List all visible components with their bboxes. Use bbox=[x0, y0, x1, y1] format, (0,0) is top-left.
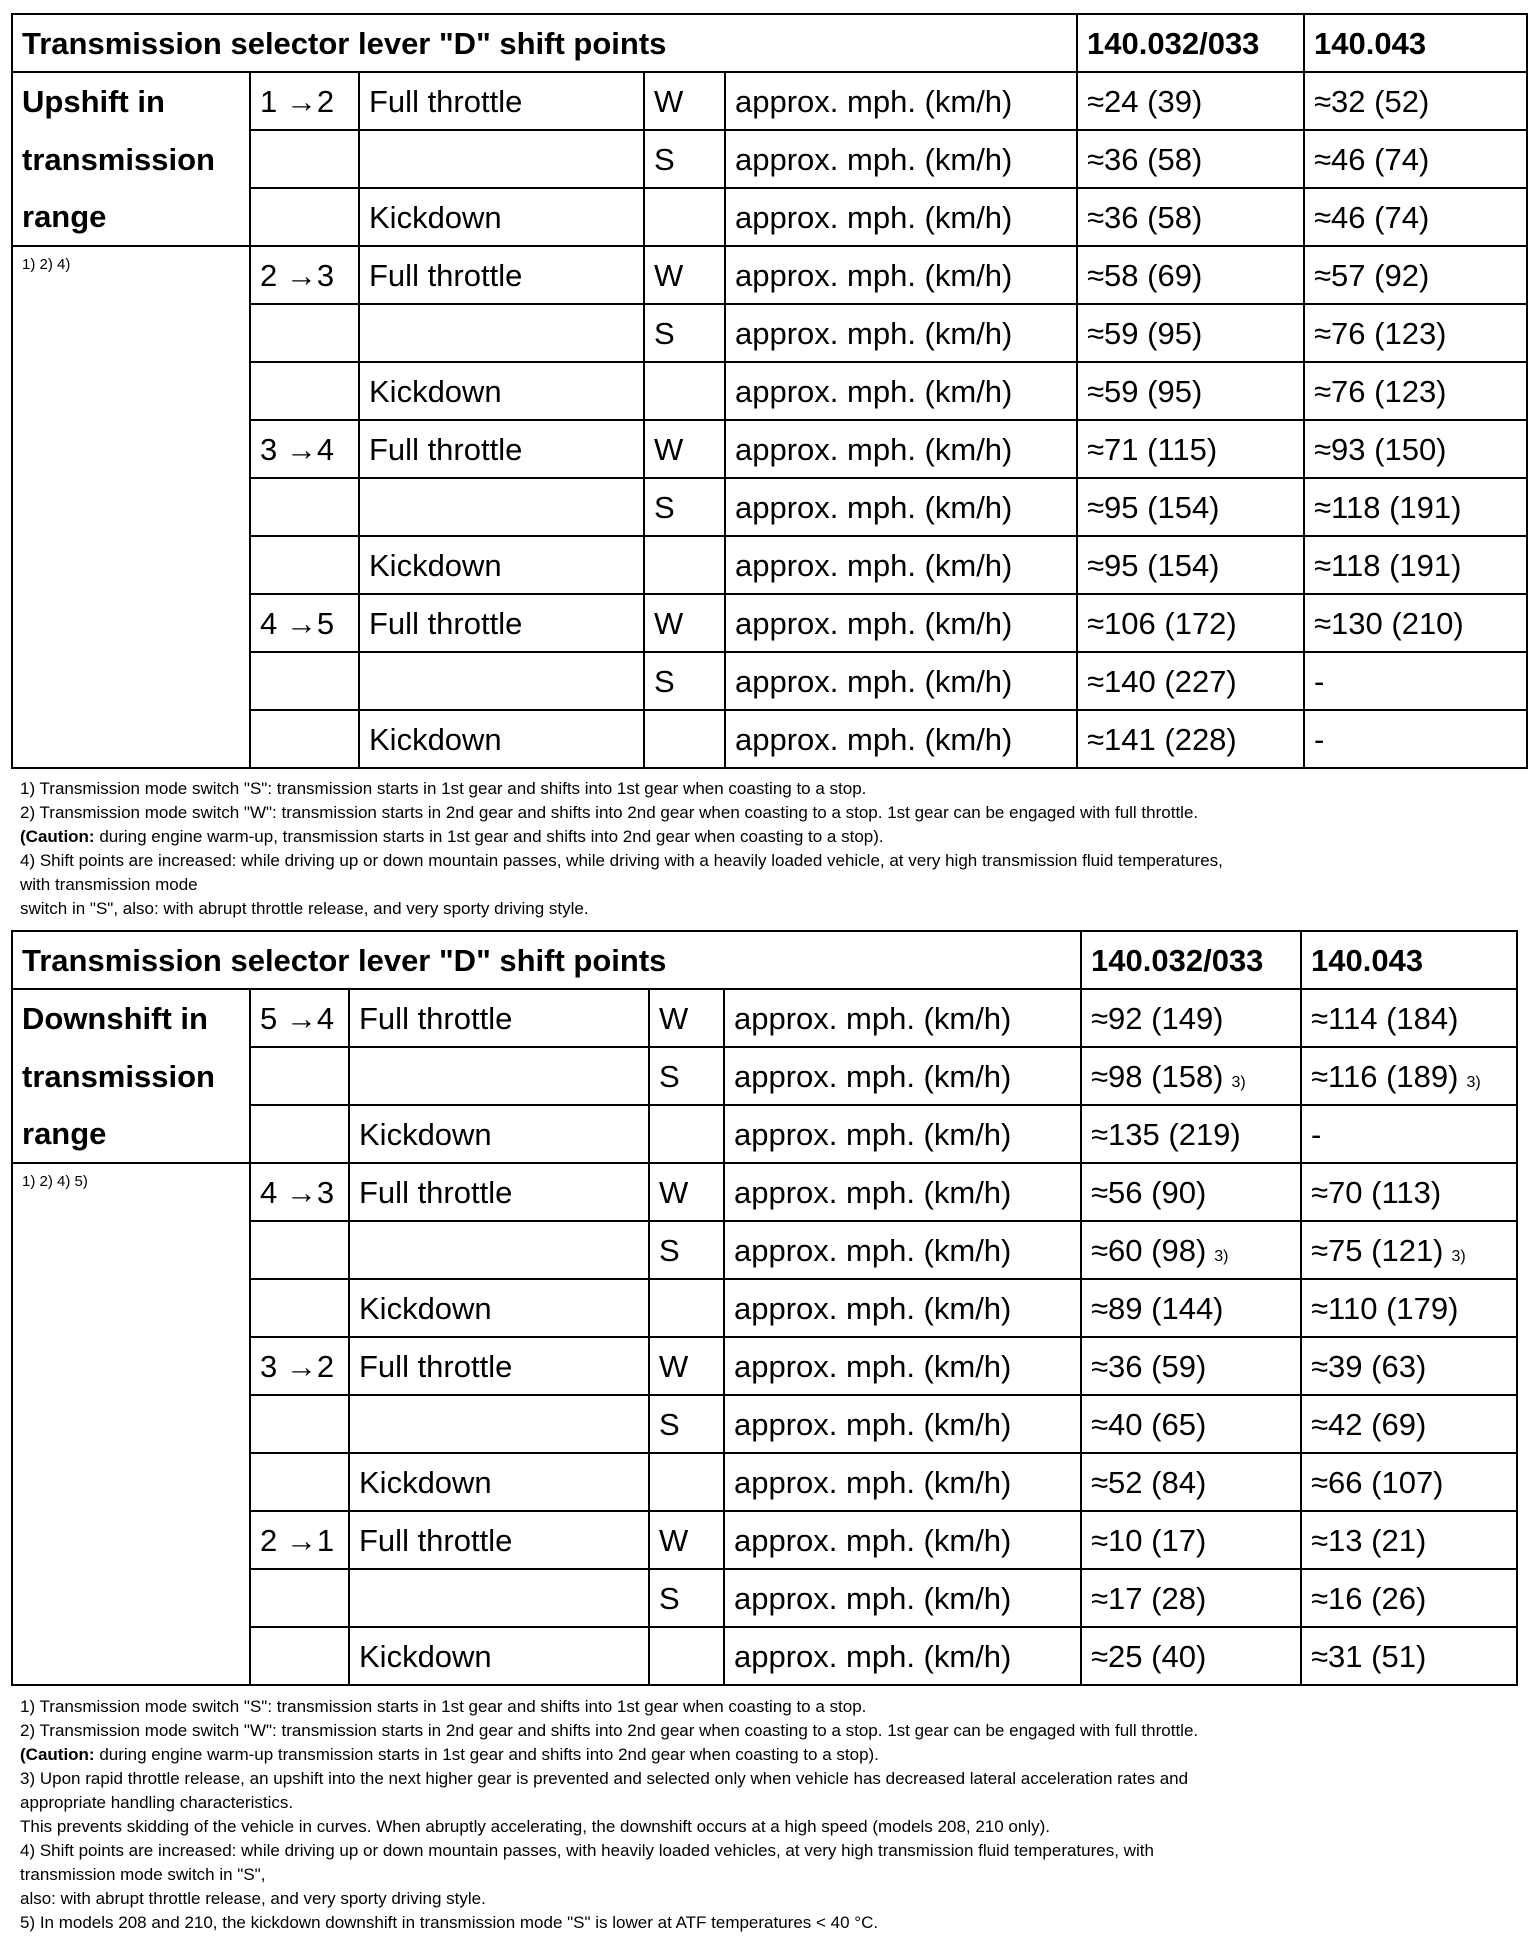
mode-cell: S bbox=[644, 652, 725, 710]
value-cell: ≈140 (227) bbox=[1077, 652, 1304, 710]
value-cell: ≈135 (219) bbox=[1081, 1105, 1301, 1163]
footnote-ref-3: 3) bbox=[1214, 1247, 1229, 1265]
upshift-table bbox=[11, 13, 1528, 769]
downshift-table bbox=[11, 930, 1518, 1686]
table-row bbox=[12, 989, 1517, 1047]
unit-cell: approx. mph. (km/h) bbox=[725, 72, 1077, 130]
condition-cell: Kickdown bbox=[359, 710, 644, 768]
shift-cell bbox=[250, 130, 359, 188]
shift-cell bbox=[250, 1279, 349, 1337]
column-header-140-043: 140.043 bbox=[1304, 14, 1527, 72]
condition-cell bbox=[359, 304, 644, 362]
value-cell: ≈76 (123) bbox=[1304, 304, 1527, 362]
mode-cell: S bbox=[649, 1395, 724, 1453]
table-row bbox=[12, 188, 1527, 246]
shift-cell bbox=[250, 710, 359, 768]
unit-cell: approx. mph. (km/h) bbox=[725, 362, 1077, 420]
unit-cell: approx. mph. (km/h) bbox=[725, 652, 1077, 710]
value-cell: ≈13 (21) bbox=[1301, 1511, 1517, 1569]
condition-cell: Kickdown bbox=[359, 362, 644, 420]
condition-cell: Kickdown bbox=[359, 536, 644, 594]
mode-cell: W bbox=[649, 1163, 724, 1221]
footnote: 1) Transmission mode switch "S": transmission starts in 1st gear and shifts into 1st gear when coasting to a stop. bbox=[20, 779, 867, 798]
unit-cell: approx. mph. (km/h) bbox=[724, 1047, 1081, 1105]
value-cell: ≈52 (84) bbox=[1081, 1453, 1301, 1511]
condition-cell: Full throttle bbox=[359, 420, 644, 478]
condition-cell: Full throttle bbox=[349, 989, 649, 1047]
footnote-ref-3: 3) bbox=[1231, 1073, 1246, 1091]
shift-cell: 3 →2 bbox=[250, 1337, 349, 1395]
unit-cell: approx. mph. (km/h) bbox=[725, 188, 1077, 246]
value-cell: ≈118 (191) bbox=[1304, 478, 1527, 536]
condition-cell: Full throttle bbox=[359, 72, 644, 130]
table-row bbox=[12, 1163, 1517, 1221]
value-cell: ≈114 (184) bbox=[1301, 989, 1517, 1047]
footnote: 1) Transmission mode switch "S": transmission starts in 1st gear and shifts into 1st gear when coasting to a stop. bbox=[20, 1697, 867, 1716]
range-label: transmission bbox=[12, 130, 250, 188]
footnote: This prevents skidding of the vehicle in curves. When abruptly accelerating, the downshift occurs at a high speed (models 208, 210 only). bbox=[20, 1817, 1051, 1836]
value-cell: ≈110 (179) bbox=[1301, 1279, 1517, 1337]
footnote-refs: 1) 2) 4) 5) bbox=[12, 1163, 250, 1685]
value-cell: ≈40 (65) bbox=[1081, 1395, 1301, 1453]
value-cell: - bbox=[1301, 1105, 1517, 1163]
condition-cell bbox=[359, 478, 644, 536]
shift-cell: 4 →5 bbox=[250, 594, 359, 652]
condition-cell: Full throttle bbox=[359, 246, 644, 304]
mode-cell: S bbox=[644, 478, 725, 536]
value-cell: ≈10 (17) bbox=[1081, 1511, 1301, 1569]
mode-cell bbox=[644, 536, 725, 594]
value-cell: ≈56 (90) bbox=[1081, 1163, 1301, 1221]
value-cell: ≈59 (95) bbox=[1077, 304, 1304, 362]
table-title: Transmission selector lever "D" shift points bbox=[12, 14, 1077, 72]
shift-cell bbox=[250, 478, 359, 536]
unit-cell: approx. mph. (km/h) bbox=[725, 304, 1077, 362]
shift-cell bbox=[250, 304, 359, 362]
mode-cell: W bbox=[649, 1337, 724, 1395]
mode-cell: W bbox=[644, 72, 725, 130]
shift-cell: 2 →3 bbox=[250, 246, 359, 304]
value-cell: ≈92 (149) bbox=[1081, 989, 1301, 1047]
value-cell: ≈31 (51) bbox=[1301, 1627, 1517, 1685]
value-cell: ≈46 (74) bbox=[1304, 130, 1527, 188]
shift-cell: 1 →2 bbox=[250, 72, 359, 130]
unit-cell: approx. mph. (km/h) bbox=[724, 1337, 1081, 1395]
unit-cell: approx. mph. (km/h) bbox=[725, 246, 1077, 304]
value-cell: ≈16 (26) bbox=[1301, 1569, 1517, 1627]
footnote: 3) Upon rapid throttle release, an upshift into the next higher gear is prevented and selected only when vehicle has decreased lateral acceleration rates and bbox=[20, 1769, 1189, 1788]
footnote-ref-3: 3) bbox=[1451, 1247, 1466, 1265]
unit-cell: approx. mph. (km/h) bbox=[724, 1279, 1081, 1337]
mode-cell bbox=[644, 188, 725, 246]
condition-cell: Full throttle bbox=[349, 1337, 649, 1395]
condition-cell: Kickdown bbox=[349, 1627, 649, 1685]
value-cell: ≈58 (69) bbox=[1077, 246, 1304, 304]
condition-cell: Full throttle bbox=[349, 1511, 649, 1569]
footnote: 2) Transmission mode switch "W": transmission starts in 2nd gear and shifts into 2nd gear when coasting to a stop. 1st gear can be engaged with full throttle. bbox=[20, 1721, 1199, 1740]
unit-cell: approx. mph. (km/h) bbox=[725, 478, 1077, 536]
unit-cell: approx. mph. (km/h) bbox=[724, 989, 1081, 1047]
shift-cell: 3 →4 bbox=[250, 420, 359, 478]
value-cell: ≈95 (154) bbox=[1077, 536, 1304, 594]
value-cell: - bbox=[1304, 652, 1527, 710]
shift-cell bbox=[250, 1395, 349, 1453]
mode-cell: W bbox=[644, 420, 725, 478]
caution-label: (Caution: bbox=[20, 827, 95, 846]
range-label: range bbox=[12, 188, 250, 246]
shift-cell bbox=[250, 652, 359, 710]
value-cell: ≈66 (107) bbox=[1301, 1453, 1517, 1511]
value-cell: ≈25 (40) bbox=[1081, 1627, 1301, 1685]
condition-cell bbox=[349, 1047, 649, 1105]
downshift-footnotes bbox=[20, 1695, 1520, 1935]
value-cell: - bbox=[1304, 710, 1527, 768]
footnote: appropriate handling characteristics. bbox=[20, 1793, 294, 1812]
mode-cell: S bbox=[649, 1221, 724, 1279]
footnote: also: with abrupt throttle release, and very sporty driving style. bbox=[20, 1889, 486, 1908]
value-cell: ≈36 (59) bbox=[1081, 1337, 1301, 1395]
footnote: 4) Shift points are increased: while driving up or down mountain passes, while driving with a heavily loaded vehicle, at very high transmission fluid temperatures, bbox=[20, 851, 1223, 870]
shift-cell bbox=[250, 1453, 349, 1511]
unit-cell: approx. mph. (km/h) bbox=[724, 1453, 1081, 1511]
shift-cell: 4 →3 bbox=[250, 1163, 349, 1221]
unit-cell: approx. mph. (km/h) bbox=[725, 130, 1077, 188]
mode-cell bbox=[644, 710, 725, 768]
unit-cell: approx. mph. (km/h) bbox=[724, 1105, 1081, 1163]
shift-cell bbox=[250, 1221, 349, 1279]
footnote-ref-3: 3) bbox=[1466, 1073, 1481, 1091]
value-cell: ≈59 (95) bbox=[1077, 362, 1304, 420]
value-cell: ≈36 (58) bbox=[1077, 188, 1304, 246]
value-cell: ≈95 (154) bbox=[1077, 478, 1304, 536]
mode-cell bbox=[649, 1453, 724, 1511]
condition-cell bbox=[359, 652, 644, 710]
table-row bbox=[12, 72, 1527, 130]
value-cell: ≈32 (52) bbox=[1304, 72, 1527, 130]
value-cell: ≈70 (113) bbox=[1301, 1163, 1517, 1221]
range-label: Upshift in bbox=[12, 72, 250, 130]
mode-cell: S bbox=[649, 1569, 724, 1627]
mode-cell: W bbox=[649, 1511, 724, 1569]
footnote: switch in "S", also: with abrupt throttle release, and very sporty driving style. bbox=[20, 899, 589, 918]
column-header-140-032-033: 140.032/033 bbox=[1077, 14, 1304, 72]
mode-cell bbox=[649, 1279, 724, 1337]
shift-cell bbox=[250, 1569, 349, 1627]
condition-cell: Kickdown bbox=[349, 1105, 649, 1163]
shift-cell bbox=[250, 1105, 349, 1163]
footnote: (Caution: during engine warm-up transmission starts in 1st gear and shifts into 2nd gear when coasting to a stop). bbox=[20, 1745, 879, 1764]
mode-cell: W bbox=[649, 989, 724, 1047]
value-cell: ≈60 (98) 3) bbox=[1081, 1221, 1301, 1279]
condition-cell bbox=[349, 1395, 649, 1453]
unit-cell: approx. mph. (km/h) bbox=[724, 1163, 1081, 1221]
shift-cell bbox=[250, 1627, 349, 1685]
table-row bbox=[12, 130, 1527, 188]
value-cell: ≈75 (121) 3) bbox=[1301, 1221, 1517, 1279]
value-cell: ≈24 (39) bbox=[1077, 72, 1304, 130]
value-cell: ≈17 (28) bbox=[1081, 1569, 1301, 1627]
mode-cell: S bbox=[644, 130, 725, 188]
footnote: with transmission mode bbox=[20, 875, 198, 894]
unit-cell: approx. mph. (km/h) bbox=[724, 1221, 1081, 1279]
footnote: transmission mode switch in "S", bbox=[20, 1865, 266, 1884]
footnote-refs: 1) 2) 4) bbox=[12, 246, 250, 768]
condition-cell: Kickdown bbox=[349, 1279, 649, 1337]
range-label: Downshift in bbox=[12, 989, 250, 1047]
value-cell: ≈46 (74) bbox=[1304, 188, 1527, 246]
unit-cell: approx. mph. (km/h) bbox=[725, 594, 1077, 652]
value-cell: ≈71 (115) bbox=[1077, 420, 1304, 478]
table-header-row bbox=[12, 14, 1527, 72]
column-header-140-032-033: 140.032/033 bbox=[1081, 931, 1301, 989]
value-cell: ≈116 (189) 3) bbox=[1301, 1047, 1517, 1105]
shift-cell bbox=[250, 1047, 349, 1105]
condition-cell bbox=[349, 1221, 649, 1279]
shift-cell bbox=[250, 536, 359, 594]
condition-cell: Full throttle bbox=[359, 594, 644, 652]
value-cell: ≈141 (228) bbox=[1077, 710, 1304, 768]
shift-cell bbox=[250, 362, 359, 420]
value-cell: ≈89 (144) bbox=[1081, 1279, 1301, 1337]
mode-cell: W bbox=[644, 594, 725, 652]
unit-cell: approx. mph. (km/h) bbox=[724, 1627, 1081, 1685]
condition-cell: Kickdown bbox=[349, 1453, 649, 1511]
footnote: 5) In models 208 and 210, the kickdown downshift in transmission mode "S" is lower at ATF temperatures < 40 °C. bbox=[20, 1913, 879, 1932]
value-cell: ≈57 (92) bbox=[1304, 246, 1527, 304]
value-cell: ≈42 (69) bbox=[1301, 1395, 1517, 1453]
column-header-140-043: 140.043 bbox=[1301, 931, 1517, 989]
mode-cell bbox=[649, 1627, 724, 1685]
unit-cell: approx. mph. (km/h) bbox=[724, 1395, 1081, 1453]
table-header-row bbox=[12, 931, 1517, 989]
unit-cell: approx. mph. (km/h) bbox=[724, 1569, 1081, 1627]
value-cell: ≈118 (191) bbox=[1304, 536, 1527, 594]
footnote: 4) Shift points are increased: while driving up or down mountain passes, with heavily loaded vehicles, at very high transmission fluid temperatures, with bbox=[20, 1841, 1154, 1860]
table-row bbox=[12, 246, 1527, 304]
unit-cell: approx. mph. (km/h) bbox=[725, 710, 1077, 768]
mode-cell: S bbox=[649, 1047, 724, 1105]
unit-cell: approx. mph. (km/h) bbox=[724, 1511, 1081, 1569]
footnote: (Caution: during engine warm-up, transmission starts in 1st gear and shifts into 2nd gear when coasting to a stop). bbox=[20, 827, 884, 846]
condition-cell: Full throttle bbox=[349, 1163, 649, 1221]
mode-cell bbox=[644, 362, 725, 420]
table-title: Transmission selector lever "D" shift points bbox=[12, 931, 1081, 989]
unit-cell: approx. mph. (km/h) bbox=[725, 420, 1077, 478]
upshift-footnotes bbox=[20, 777, 1520, 921]
value-cell: ≈93 (150) bbox=[1304, 420, 1527, 478]
unit-cell: approx. mph. (km/h) bbox=[725, 536, 1077, 594]
value-cell: ≈76 (123) bbox=[1304, 362, 1527, 420]
table-row bbox=[12, 1105, 1517, 1163]
range-label: range bbox=[12, 1105, 250, 1163]
range-label: transmission bbox=[12, 1047, 250, 1105]
mode-cell bbox=[649, 1105, 724, 1163]
table-row bbox=[12, 1047, 1517, 1105]
footnote: 2) Transmission mode switch "W": transmission starts in 2nd gear and shifts into 2nd gear when coasting to a stop. 1st gear can be engaged with full throttle. bbox=[20, 803, 1199, 822]
shift-cell: 2 →1 bbox=[250, 1511, 349, 1569]
shift-cell bbox=[250, 188, 359, 246]
mode-cell: W bbox=[644, 246, 725, 304]
condition-cell bbox=[349, 1569, 649, 1627]
condition-cell: Kickdown bbox=[359, 188, 644, 246]
value-cell: ≈106 (172) bbox=[1077, 594, 1304, 652]
caution-label: (Caution: bbox=[20, 1745, 95, 1764]
mode-cell: S bbox=[644, 304, 725, 362]
value-cell: ≈39 (63) bbox=[1301, 1337, 1517, 1395]
shift-cell: 5 →4 bbox=[250, 989, 349, 1047]
condition-cell bbox=[359, 130, 644, 188]
value-cell: ≈98 (158) 3) bbox=[1081, 1047, 1301, 1105]
value-cell: ≈130 (210) bbox=[1304, 594, 1527, 652]
value-cell: ≈36 (58) bbox=[1077, 130, 1304, 188]
